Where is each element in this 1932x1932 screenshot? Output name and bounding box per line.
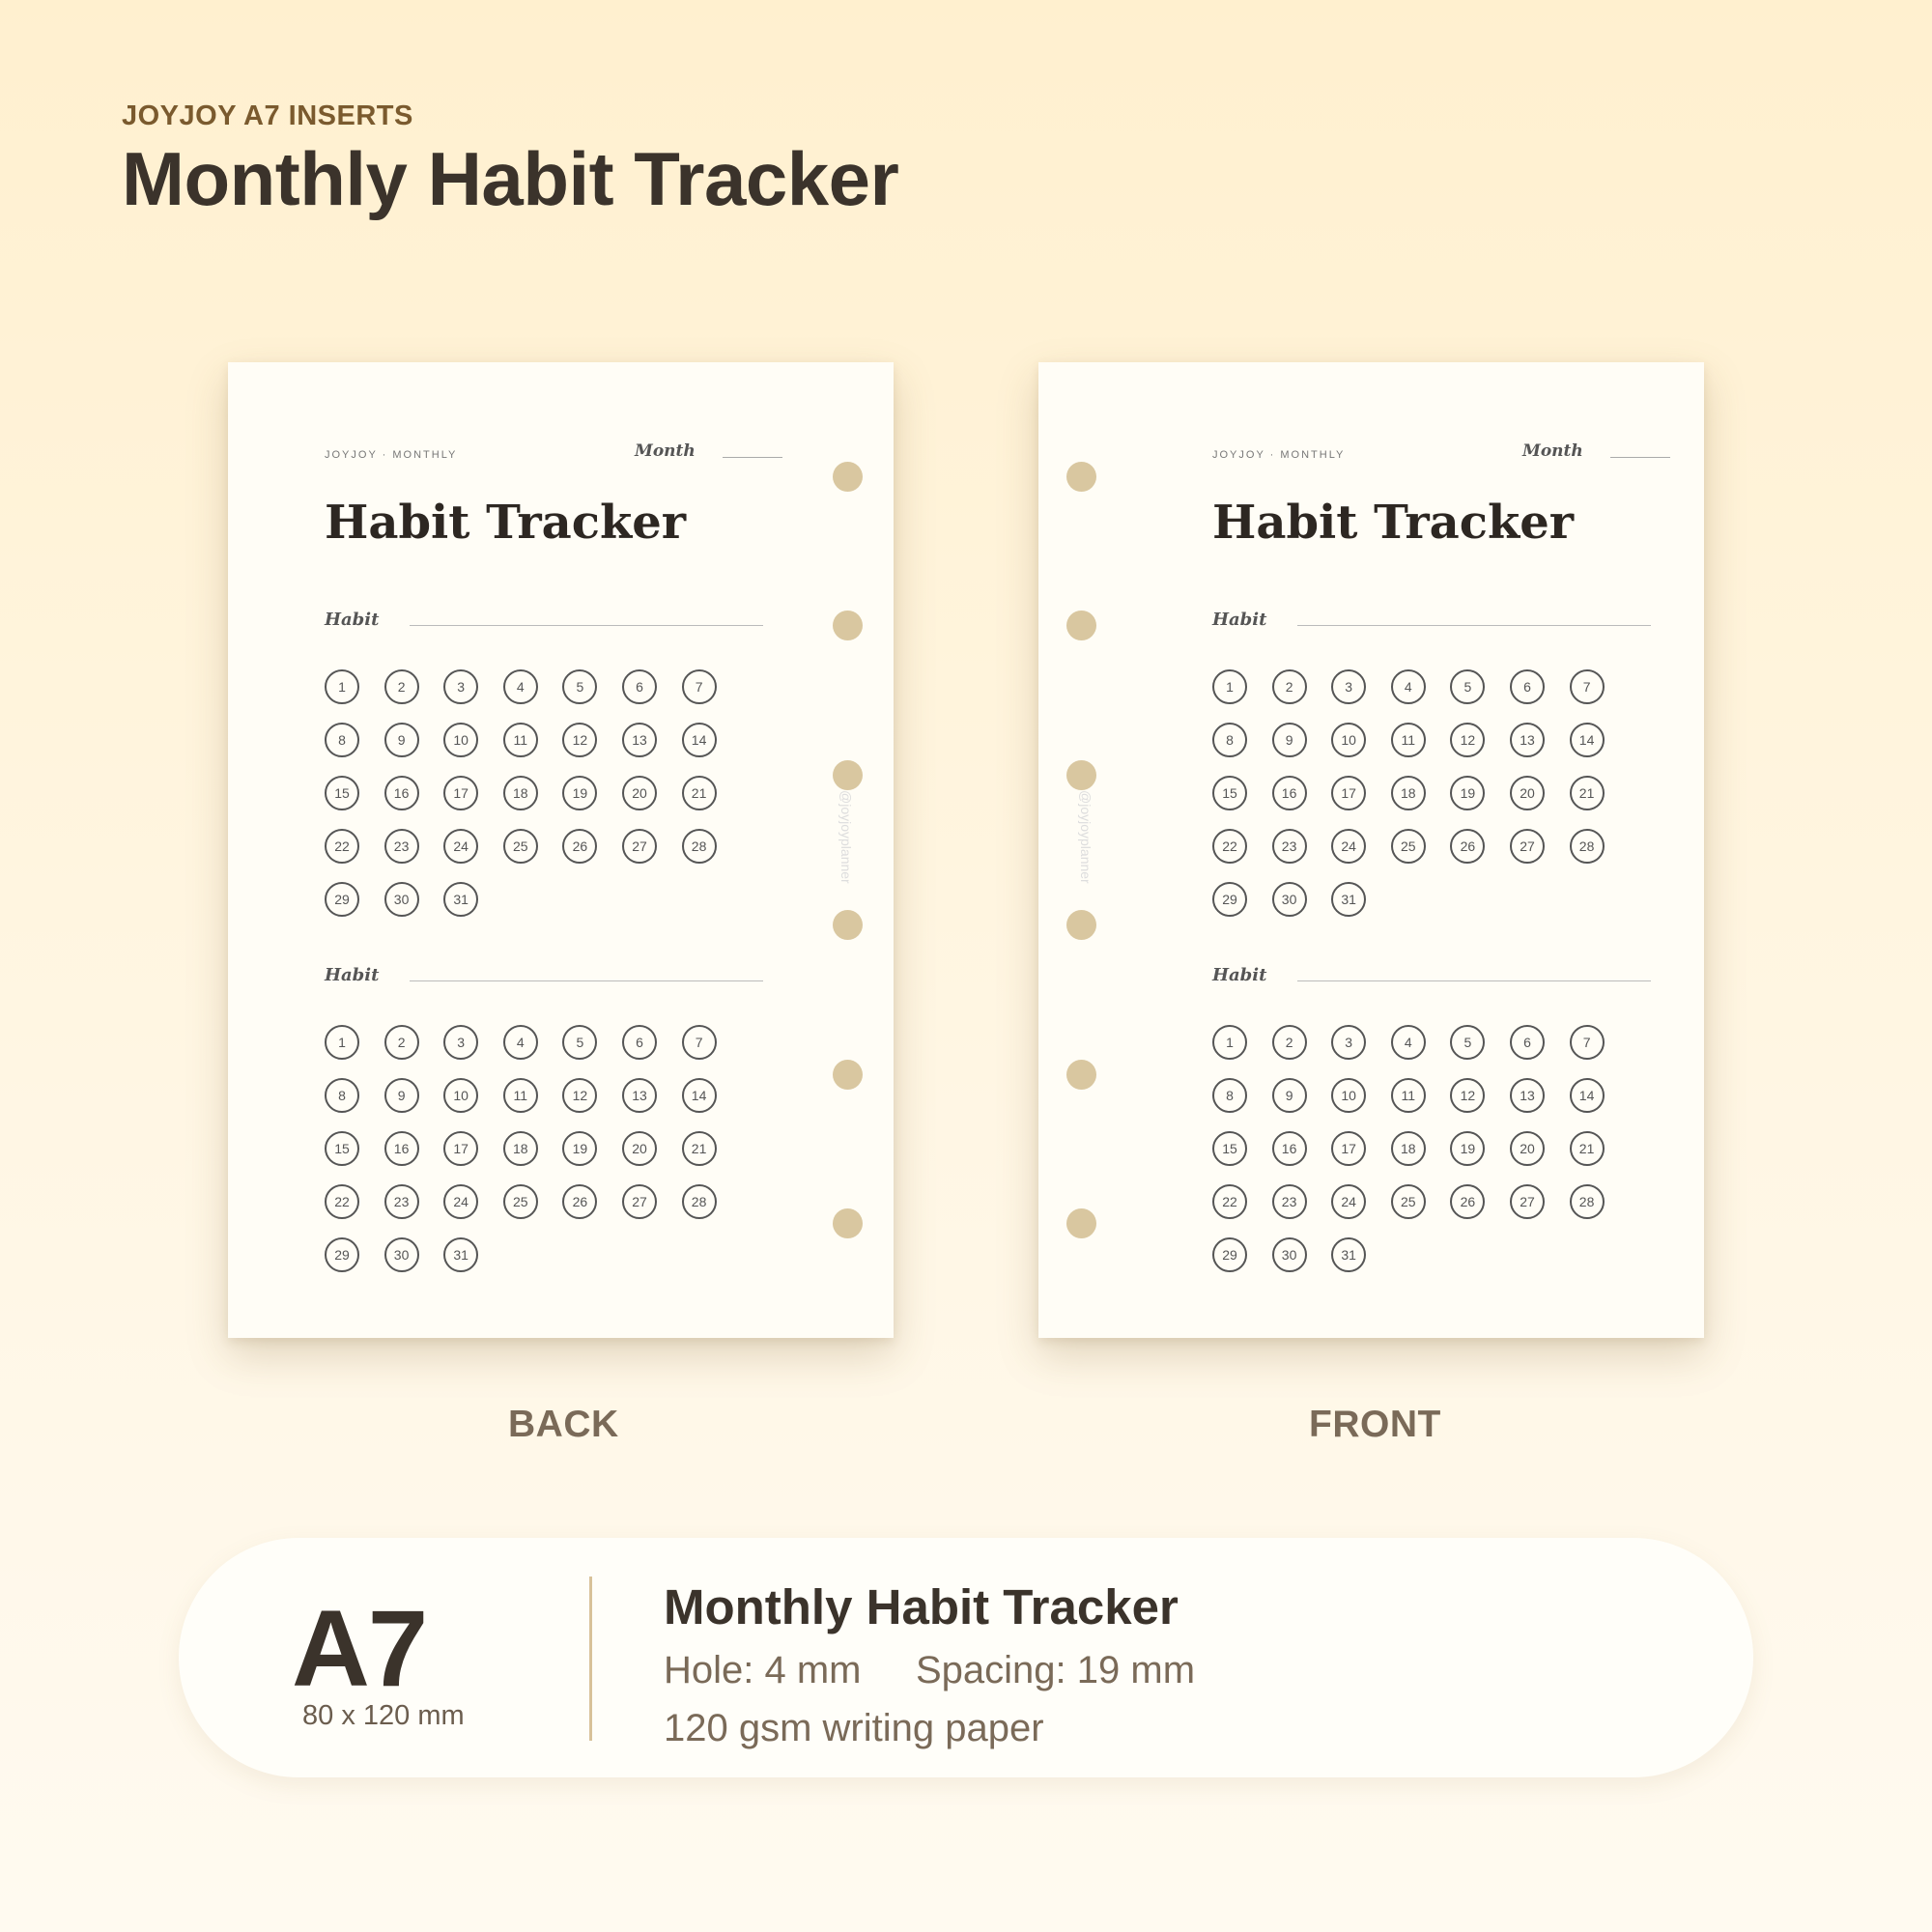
day-circle[interactable]: 20 [622, 776, 657, 810]
day-circle[interactable]: 15 [1212, 776, 1247, 810]
day-circle[interactable]: 10 [1331, 723, 1366, 757]
day-circle[interactable]: 29 [1212, 1237, 1247, 1272]
day-circle[interactable]: 15 [325, 1131, 359, 1166]
day-circle[interactable]: 7 [682, 1025, 717, 1060]
binder-hole [833, 611, 863, 640]
day-circle[interactable]: 24 [1331, 1184, 1366, 1219]
insert-page-front [1038, 362, 1704, 1338]
day-circle[interactable]: 25 [503, 829, 538, 864]
day-circle[interactable]: 28 [1570, 829, 1605, 864]
spec-panel [179, 1538, 1753, 1777]
day-circle[interactable]: 18 [503, 1131, 538, 1166]
day-circle[interactable]: 9 [1272, 723, 1307, 757]
day-circle[interactable]: 18 [503, 776, 538, 810]
binder-hole [833, 1208, 863, 1238]
day-circle[interactable]: 5 [562, 669, 597, 704]
day-circle[interactable]: 21 [682, 776, 717, 810]
binder-hole [1066, 910, 1096, 940]
day-circle[interactable]: 23 [1272, 1184, 1307, 1219]
day-circle[interactable]: 19 [1450, 776, 1485, 810]
day-circle[interactable]: 11 [503, 723, 538, 757]
day-circle[interactable]: 31 [443, 882, 478, 917]
binder-hole [1066, 462, 1096, 492]
day-circle[interactable]: 17 [1331, 776, 1366, 810]
day-circle[interactable]: 13 [1510, 1078, 1545, 1113]
binder-hole [833, 760, 863, 790]
day-circle[interactable]: 24 [443, 1184, 478, 1219]
day-circle[interactable]: 3 [1331, 1025, 1366, 1060]
day-circle[interactable]: 1 [325, 669, 359, 704]
day-circle[interactable]: 10 [1331, 1078, 1366, 1113]
day-circle[interactable]: 30 [1272, 1237, 1307, 1272]
day-circle[interactable]: 1 [1212, 669, 1247, 704]
binder-hole [833, 462, 863, 492]
day-circle[interactable]: 8 [1212, 723, 1247, 757]
day-circle[interactable]: 26 [562, 1184, 597, 1219]
day-circle[interactable]: 11 [1391, 723, 1426, 757]
day-circle[interactable]: 8 [325, 1078, 359, 1113]
day-circle[interactable]: 21 [682, 1131, 717, 1166]
day-circle[interactable]: 29 [1212, 882, 1247, 917]
day-circle[interactable]: 27 [1510, 829, 1545, 864]
day-circle[interactable]: 9 [384, 1078, 419, 1113]
day-circle[interactable]: 1 [1212, 1025, 1247, 1060]
day-circle[interactable]: 23 [384, 1184, 419, 1219]
day-circle[interactable]: 4 [1391, 669, 1426, 704]
back-label: BACK [508, 1404, 619, 1445]
day-circle[interactable]: 22 [325, 1184, 359, 1219]
day-circle[interactable]: 3 [443, 669, 478, 704]
day-circle[interactable]: 22 [1212, 1184, 1247, 1219]
habit-line-2 [1297, 980, 1651, 981]
day-circle[interactable]: 29 [325, 882, 359, 917]
day-circle[interactable]: 6 [622, 669, 657, 704]
day-circle[interactable]: 4 [1391, 1025, 1426, 1060]
day-circle[interactable]: 8 [325, 723, 359, 757]
binder-hole [833, 910, 863, 940]
habit-label-2: Habit [1212, 965, 1267, 985]
day-circle[interactable]: 31 [1331, 882, 1366, 917]
page-small-header: JOYJOY · MONTHLY [325, 449, 458, 461]
day-circle[interactable]: 27 [1510, 1184, 1545, 1219]
day-circle[interactable]: 20 [622, 1131, 657, 1166]
watermark-text: @joyjoyplanner [838, 790, 854, 884]
day-circle[interactable]: 17 [443, 1131, 478, 1166]
day-circle[interactable]: 20 [1510, 776, 1545, 810]
day-circle[interactable]: 11 [1391, 1078, 1426, 1113]
day-circle[interactable]: 8 [1212, 1078, 1247, 1113]
habit-line-1 [410, 625, 763, 626]
habit-label-1: Habit [1212, 610, 1267, 630]
day-circle[interactable]: 25 [503, 1184, 538, 1219]
spec-spacing: Spacing: 19 mm [916, 1649, 1196, 1691]
day-circle[interactable]: 6 [1510, 1025, 1545, 1060]
habit-line-2 [410, 980, 763, 981]
day-circle[interactable]: 12 [562, 723, 597, 757]
habit-label-2: Habit [325, 965, 380, 985]
day-circle[interactable]: 25 [1391, 829, 1426, 864]
insert-page-back [228, 362, 894, 1338]
day-circle[interactable]: 30 [384, 1237, 419, 1272]
day-circle[interactable]: 14 [1570, 1078, 1605, 1113]
day-circle[interactable]: 10 [443, 723, 478, 757]
day-circle[interactable]: 13 [1510, 723, 1545, 757]
day-circle[interactable]: 20 [1510, 1131, 1545, 1166]
spec-hole: Hole: 4 mm [664, 1649, 862, 1691]
day-circle[interactable]: 4 [503, 1025, 538, 1060]
habit-line-1 [1297, 625, 1651, 626]
main-title: Monthly Habit Tracker [122, 136, 899, 221]
day-circle[interactable]: 23 [384, 829, 419, 864]
day-circle[interactable]: 26 [1450, 829, 1485, 864]
day-circle[interactable]: 18 [1391, 1131, 1426, 1166]
day-circle[interactable]: 2 [384, 1025, 419, 1060]
day-circle[interactable]: 16 [384, 776, 419, 810]
day-circle[interactable]: 17 [443, 776, 478, 810]
spec-title: Monthly Habit Tracker [664, 1579, 1179, 1634]
day-circle[interactable]: 25 [1391, 1184, 1426, 1219]
day-circle[interactable]: 12 [1450, 723, 1485, 757]
day-circle[interactable]: 10 [443, 1078, 478, 1113]
day-circle[interactable]: 26 [1450, 1184, 1485, 1219]
day-circle[interactable]: 3 [443, 1025, 478, 1060]
day-circle[interactable]: 13 [622, 1078, 657, 1113]
day-circle[interactable]: 6 [622, 1025, 657, 1060]
day-circle[interactable]: 24 [1331, 829, 1366, 864]
size-dimensions: 80 x 120 mm [302, 1700, 465, 1731]
habit-label-1: Habit [325, 610, 380, 630]
day-circle[interactable]: 19 [562, 1131, 597, 1166]
day-circle[interactable]: 28 [1570, 1184, 1605, 1219]
day-circle[interactable]: 28 [682, 829, 717, 864]
binder-hole [833, 1060, 863, 1090]
day-circle[interactable]: 2 [1272, 1025, 1307, 1060]
day-circle[interactable]: 1 [325, 1025, 359, 1060]
day-circle[interactable]: 21 [1570, 1131, 1605, 1166]
spec-paper: 120 gsm writing paper [664, 1707, 1044, 1749]
day-circle[interactable]: 3 [1331, 669, 1366, 704]
size-label: A7 [292, 1588, 427, 1709]
day-circle[interactable]: 30 [1272, 882, 1307, 917]
day-circle[interactable]: 29 [325, 1237, 359, 1272]
day-circle[interactable]: 7 [1570, 669, 1605, 704]
day-circle[interactable]: 21 [1570, 776, 1605, 810]
day-circle[interactable]: 16 [1272, 776, 1307, 810]
day-circle[interactable]: 23 [1272, 829, 1307, 864]
day-circle[interactable]: 28 [682, 1184, 717, 1219]
day-circle[interactable]: 15 [325, 776, 359, 810]
day-circle[interactable]: 16 [384, 1131, 419, 1166]
day-circle[interactable]: 14 [682, 723, 717, 757]
day-circle[interactable]: 12 [562, 1078, 597, 1113]
watermark-text: @joyjoyplanner [1078, 790, 1094, 884]
day-circle[interactable]: 2 [1272, 669, 1307, 704]
day-circle[interactable]: 7 [1570, 1025, 1605, 1060]
month-line [723, 457, 782, 458]
day-circle[interactable]: 7 [682, 669, 717, 704]
day-circle[interactable]: 9 [384, 723, 419, 757]
day-circle[interactable]: 19 [1450, 1131, 1485, 1166]
spec-divider [589, 1577, 592, 1741]
day-circle[interactable]: 9 [1272, 1078, 1307, 1113]
day-circle[interactable]: 12 [1450, 1078, 1485, 1113]
day-circle[interactable]: 31 [1331, 1237, 1366, 1272]
month-label: Month [1522, 441, 1583, 461]
binder-hole [1066, 760, 1096, 790]
day-circle[interactable]: 14 [1570, 723, 1605, 757]
day-circle[interactable]: 26 [562, 829, 597, 864]
sheet-title: Habit Tracker [1212, 496, 1575, 550]
day-circle[interactable]: 2 [384, 669, 419, 704]
day-circle[interactable]: 4 [503, 669, 538, 704]
day-circle[interactable]: 30 [384, 882, 419, 917]
day-circle[interactable]: 11 [503, 1078, 538, 1113]
front-label: FRONT [1309, 1404, 1441, 1445]
month-line [1610, 457, 1670, 458]
day-circle[interactable]: 5 [1450, 1025, 1485, 1060]
day-circle[interactable]: 14 [682, 1078, 717, 1113]
binder-hole [1066, 1208, 1096, 1238]
day-circle[interactable]: 22 [1212, 829, 1247, 864]
day-circle[interactable]: 13 [622, 723, 657, 757]
day-circle[interactable]: 22 [325, 829, 359, 864]
binder-hole [1066, 611, 1096, 640]
day-circle[interactable]: 19 [562, 776, 597, 810]
month-label: Month [635, 441, 696, 461]
day-circle[interactable]: 27 [622, 1184, 657, 1219]
day-circle[interactable]: 16 [1272, 1131, 1307, 1166]
day-circle[interactable]: 17 [1331, 1131, 1366, 1166]
day-circle[interactable]: 18 [1391, 776, 1426, 810]
brand-label: JOYJOY A7 INSERTS [122, 100, 413, 131]
day-circle[interactable]: 27 [622, 829, 657, 864]
day-circle[interactable]: 5 [1450, 669, 1485, 704]
day-circle[interactable]: 5 [562, 1025, 597, 1060]
binder-hole [1066, 1060, 1096, 1090]
day-circle[interactable]: 15 [1212, 1131, 1247, 1166]
day-circle[interactable]: 31 [443, 1237, 478, 1272]
day-circle[interactable]: 6 [1510, 669, 1545, 704]
page-small-header: JOYJOY · MONTHLY [1212, 449, 1346, 461]
day-circle[interactable]: 24 [443, 829, 478, 864]
sheet-title: Habit Tracker [325, 496, 687, 550]
